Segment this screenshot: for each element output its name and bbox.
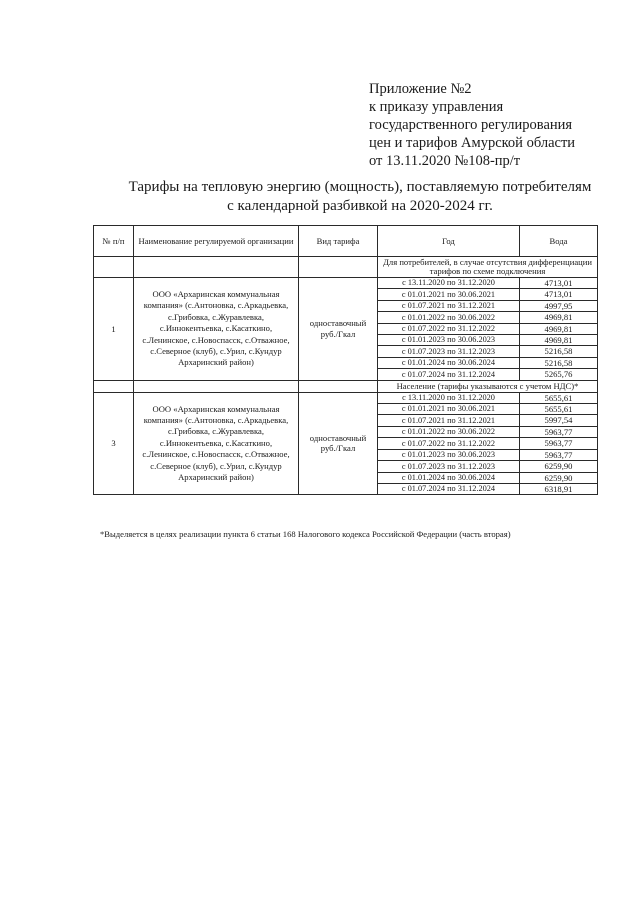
section-title: Для потребителей, в случае отсутствия дифференциации тарифов по схеме подключения [378, 257, 598, 278]
value-cell: 6259,90 [520, 461, 598, 472]
section-blank-cell [299, 257, 378, 278]
org-name: ООО «Архаринская коммунальная компания» (с.Антоновка, с.Аркадьевка, с.Грибовка, с.Журавлевка, с.Иннокентьевка, с.Касаткино, с.Ленинское, с.Новоспасск, с.Отважное, с.Северное (клуб), с.Урил, с.Кундур Архаринский район) [134, 392, 299, 495]
period-cell: с 01.07.2023 по 31.12.2023 [378, 346, 520, 357]
value-cell: 5216,58 [520, 357, 598, 368]
header-num: № п/п [94, 226, 134, 257]
period-cell: с 01.07.2022 по 31.12.2022 [378, 323, 520, 334]
value-cell: 5963,77 [520, 449, 598, 460]
header-water: Вода [520, 226, 598, 257]
value-cell: 5963,77 [520, 426, 598, 437]
header-type: Вид тарифа [299, 226, 378, 257]
period-cell: с 01.01.2023 по 30.06.2023 [378, 449, 520, 460]
title-line-2: с календарной разбивкой на 2020-2024 гг. [227, 198, 493, 214]
period-cell: с 13.11.2020 по 31.12.2020 [378, 392, 520, 403]
period-cell: с 01.07.2024 по 31.12.2024 [378, 369, 520, 380]
period-cell: с 01.01.2021 по 30.06.2021 [378, 404, 520, 415]
value-cell: 5655,61 [520, 392, 598, 403]
appendix-line: Приложение №2 [369, 81, 472, 97]
section-blank-cell [134, 257, 299, 278]
footnote: *Выделяется в целях реализации пункта 6 статьи 168 Налогового кодекса Российской Федерации (часть вторая) [100, 529, 511, 539]
value-cell: 4713,01 [520, 278, 598, 289]
row-number: 1 [94, 278, 134, 381]
value-cell: 4713,01 [520, 289, 598, 300]
value-cell: 5265,76 [520, 369, 598, 380]
tariff-type: одноставочный руб./Гкал [299, 278, 378, 381]
value-cell: 6259,90 [520, 472, 598, 483]
document-title [100, 178, 620, 216]
period-cell: с 13.11.2020 по 31.12.2020 [378, 278, 520, 289]
table-row [94, 392, 598, 403]
period-cell: с 01.07.2024 по 31.12.2024 [378, 483, 520, 494]
period-cell: с 01.07.2021 по 31.12.2021 [378, 415, 520, 426]
section-blank-cell [299, 380, 378, 392]
period-cell: с 01.01.2024 по 30.06.2024 [378, 357, 520, 368]
period-cell: с 01.01.2022 по 30.06.2022 [378, 312, 520, 323]
value-cell: 5997,54 [520, 415, 598, 426]
value-cell: 4969,81 [520, 323, 598, 334]
value-cell: 5655,61 [520, 404, 598, 415]
period-cell: с 01.01.2023 по 30.06.2023 [378, 335, 520, 346]
period-cell: с 01.07.2022 по 31.12.2022 [378, 438, 520, 449]
value-cell: 4997,95 [520, 300, 598, 311]
header-org: Наименование регулируемой организации [134, 226, 299, 257]
period-cell: с 01.01.2021 по 30.06.2021 [378, 289, 520, 300]
value-cell: 4969,81 [520, 335, 598, 346]
value-cell: 4969,81 [520, 312, 598, 323]
org-name: ООО «Архаринская коммунальная компания» (с.Антоновка, с.Аркадьевка, с.Грибовка, с.Журавлевка, с.Иннокентьевка, с.Касаткино, с.Ленинское, с.Новоспасск, с.Отважное, с.Северное (клуб), с.Урил, с.Кундур Архаринский район) [134, 278, 299, 381]
period-cell: с 01.01.2022 по 30.06.2022 [378, 426, 520, 437]
table-row [94, 278, 598, 289]
period-cell: с 01.07.2023 по 31.12.2023 [378, 461, 520, 472]
appendix-line: к приказу управления [369, 99, 504, 115]
tariff-table [93, 225, 598, 495]
period-cell: с 01.01.2024 по 30.06.2024 [378, 472, 520, 483]
title-line-1: Тарифы на тепловую энергию (мощность), поставляемую потребителям [128, 179, 592, 195]
value-cell: 5963,77 [520, 438, 598, 449]
row-number: 3 [94, 392, 134, 495]
value-cell: 5216,58 [520, 346, 598, 357]
appendix-block [369, 80, 619, 170]
section-blank-cell [134, 380, 299, 392]
section-title-row [94, 380, 598, 392]
tariff-type: одноставочный руб./Гкал [299, 392, 378, 495]
table-header-row [94, 226, 598, 257]
section-blank-cell [94, 380, 134, 392]
section-title: Население (тарифы указываются с учетом НДС)* [378, 380, 598, 392]
period-cell: с 01.07.2021 по 31.12.2021 [378, 300, 520, 311]
appendix-line: от 13.11.2020 №108-пр/т [369, 153, 521, 169]
section-title-row [94, 257, 598, 278]
section-blank-cell [94, 257, 134, 278]
value-cell: 6318,91 [520, 483, 598, 494]
appendix-line: цен и тарифов Амурской области [369, 135, 576, 151]
appendix-line: государственного регулирования [369, 117, 573, 133]
header-year: Год [378, 226, 520, 257]
